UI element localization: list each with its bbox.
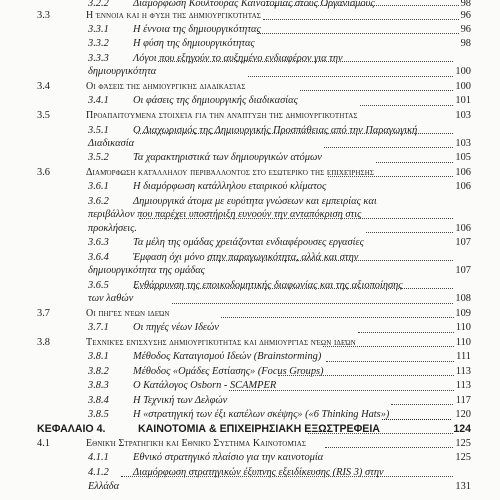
- toc-entry-title: Η έννοια και η φύση της δημιουργικότητας: [86, 10, 261, 21]
- dot-leader: [221, 316, 454, 318]
- toc-entry-number: 3.6.5: [88, 280, 109, 291]
- dot-leader: [325, 446, 453, 448]
- toc-page-number: 106: [455, 181, 471, 192]
- dot-leader: [263, 4, 459, 6]
- toc-entry-title: Οι πηγές νέων ιδεών: [86, 308, 170, 319]
- toc-page-number: 124: [453, 423, 471, 435]
- toc-entry-title: Η έννοια της δημιουργικότητας: [133, 24, 261, 35]
- toc-entry-title: ΚΑΙΝΟΤΟΜΙΑ & ΕΠΙΧΕΙΡΗΣΙΑΚΗ ΕΞΩΣΤΡΕΦΕΙΑ: [138, 423, 380, 435]
- toc-entry-number: 3.4: [37, 81, 50, 92]
- toc-page-number: 96: [460, 10, 471, 21]
- toc-entry-title: Οι φάσεις της δημιουργικής διαδικασίας: [86, 81, 246, 92]
- toc-page-number: 98: [460, 38, 471, 49]
- toc-page-number: 103: [455, 110, 471, 121]
- toc-page-number: 103: [455, 138, 471, 149]
- toc-entry-number: 3.4.1: [88, 95, 109, 106]
- dot-leader: [328, 175, 453, 177]
- toc-entry-title: Ο Διαχωρισμός της Δημιουργικής Προσπάθειας από την Παραγωγική: [133, 125, 418, 136]
- toc-page-number: 105: [455, 152, 471, 163]
- toc-page-number: 106: [455, 223, 471, 234]
- toc-entry-title: Οι φάσεις της δημιουργικής διαδικασίας: [133, 95, 298, 106]
- dot-leader: [263, 18, 459, 20]
- toc-entry-title: Ενθάρρυνση της εποικοδομητικής διαφωνίας και της αξιοποίησης: [133, 280, 403, 291]
- toc-entry-title: δημιουργικότητα της ομάδας: [88, 265, 205, 276]
- toc-page-number: 111: [456, 351, 471, 362]
- toc-entry-number: 4.1.2: [88, 467, 109, 478]
- toc-page-number: 108: [455, 293, 471, 304]
- toc-entry-title: Ο Κατάλογος Osborn - SCAMPER: [133, 380, 277, 391]
- toc-entry-number: 3.6.1: [88, 181, 109, 192]
- toc-entry-title: Η Τεχνική των Δελφών: [133, 395, 228, 406]
- toc-page-number: 106: [455, 167, 471, 178]
- toc-entry-title: Οι πηγές νέων Ιδεών: [133, 322, 219, 333]
- toc-page-number: 101: [455, 95, 471, 106]
- dot-leader: [360, 104, 453, 106]
- toc-page-number: 109: [455, 308, 471, 319]
- dot-leader: [257, 32, 459, 34]
- toc-entry-title: Δημιουργικά άτομα με ευρύτητα γνώσεων και εμπειρίας και: [133, 196, 377, 207]
- toc-page-number: 113: [455, 380, 471, 391]
- toc-entry-title: Εθνική Στρατηγική και Εθνικό Σύστημα Καινοτομίας: [86, 438, 307, 449]
- toc-entry-title: Η «στρατηγική των έξι καπέλων σκέψης» («6 Thinking Hats»): [133, 409, 390, 420]
- toc-entry-title: Η φύση της δημιουργικότητας: [133, 38, 255, 49]
- toc-entry-title: Έμφαση όχι μόνο στην παραγωγικότητα, αλλά και στην: [133, 252, 359, 263]
- toc-page-number: 125: [455, 438, 471, 449]
- toc-page-number: 107: [455, 265, 471, 276]
- dot-leader: [248, 75, 453, 77]
- dot-leader: [308, 432, 453, 434]
- dot-leader: [139, 217, 453, 219]
- toc-entry-title: Εθνικό στρατηγικό πλαίσιο για την καινοτομία: [133, 452, 324, 463]
- toc-entry-title: Η διαμόρφωση κατάλληλου εταιρικού κλίματος: [133, 181, 327, 192]
- toc-page-number: 96: [460, 24, 471, 35]
- toc-entry-number: 4.1.1: [88, 452, 109, 463]
- toc-entry-number: 3.5.1: [88, 125, 109, 136]
- dot-leader: [136, 132, 453, 134]
- dot-leader: [121, 475, 453, 477]
- toc-entry-number: 3.7: [37, 308, 50, 319]
- dot-leader: [300, 89, 453, 91]
- toc-entry-number: 3.6.3: [88, 237, 109, 248]
- toc-entry-title: Διαμόρφωση στρατηγικών έξυπνης εξειδίκευσης (RIS 3) στην: [133, 467, 384, 478]
- dot-leader: [366, 231, 453, 233]
- toc-page-number: 113: [455, 366, 471, 377]
- toc-entry-number: 3.2.2: [88, 0, 109, 9]
- toc-page-number: 110: [455, 322, 471, 333]
- toc-entry-number: 3.7.1: [88, 322, 109, 333]
- toc-entry-title: Τα μέλη της ομάδας χρειάζονται ενδιαφέρουσες εργασίες: [133, 237, 364, 248]
- toc-entry-number: 3.8: [37, 337, 50, 348]
- toc-entry-title: περιβάλλον που παρέχει υποστήριξη ευνοούν την ανταπόκριση στις: [88, 209, 362, 220]
- toc-entry-title: Τα χαρακτηριστικά των δημιουργικών ατόμων: [133, 152, 322, 163]
- toc-entry-number: 3.3.1: [88, 24, 109, 35]
- dot-leader: [326, 360, 454, 362]
- dot-leader: [207, 259, 453, 261]
- toc-entry-title: Λόγοι που εξηγούν το αυξημένο ενδιαφέρον για την: [133, 53, 343, 64]
- dot-leader: [382, 418, 451, 420]
- dot-leader: [323, 345, 454, 347]
- toc-entry-title: Μέθοδος «Ομάδες Εστίασης» (Focus Groups): [133, 366, 324, 377]
- toc-entry-number: 3.8.1: [88, 351, 109, 362]
- dot-leader: [358, 331, 454, 333]
- toc-entry-title: Διαμόρφωση Κουλτούρας Καινοτομίας στους Οργανισμούς: [133, 0, 375, 9]
- toc-page-number: 100: [455, 66, 471, 77]
- toc-page-number: 125: [455, 452, 471, 463]
- toc-entry-number: 3.5: [37, 110, 50, 121]
- dot-leader: [278, 374, 454, 376]
- toc-entry-number: 3.5.2: [88, 152, 109, 163]
- toc-entry-title: Μέθοδος Καταιγισμού Ιδεών (Brainstorming): [133, 351, 322, 362]
- toc-entry-title: Διαμόρφωση κατάλληλου περιβάλλοντος στο εσωτερικό της επιχείρησης: [86, 167, 375, 178]
- dot-leader: [391, 403, 453, 405]
- toc-page-number: 110: [455, 337, 471, 348]
- toc-page-number: 107: [455, 237, 471, 248]
- dot-leader: [229, 389, 454, 391]
- toc-entry-number: ΚΕΦΑΛΑΙΟ 4.: [37, 423, 106, 435]
- dot-leader: [172, 302, 453, 304]
- toc-entry-number: 3.6: [37, 167, 50, 178]
- toc-entry-number: 3.3: [37, 10, 50, 21]
- toc-entry-number: 3.8.3: [88, 380, 109, 391]
- toc-entry-number: 3.8.2: [88, 366, 109, 377]
- toc-entry-title: προκλήσεις.: [88, 223, 137, 234]
- toc-entry-title: Ελλάδα: [88, 481, 120, 492]
- dot-leader: [158, 60, 453, 62]
- toc-entry-number: 3.3.2: [88, 38, 109, 49]
- toc-page-number: 98: [460, 0, 471, 9]
- dot-leader: [376, 161, 453, 163]
- toc-entry-number: 3.6.4: [88, 252, 109, 263]
- toc-entry-title: Διαδικασία: [88, 138, 135, 149]
- toc-page-number: 100: [455, 81, 471, 92]
- toc-entry-title: Τεχνικές ενίσχυσης δημιουργικότητας και δημιουργίας νέων ιδεών: [86, 337, 356, 348]
- toc-entry-title: δημιουργικότητα: [88, 66, 157, 77]
- toc-entry-title: Προαπαιτούμενα στοιχεία για την ανάπτυξη της δημιουργικότητας: [86, 110, 358, 121]
- toc-entry-number: 3.8.4: [88, 395, 109, 406]
- toc-entry-number: 3.8.5: [88, 409, 109, 420]
- dot-leader: [135, 287, 453, 289]
- toc-entry-number: 4.1: [37, 438, 50, 449]
- toc-page-number: 131: [455, 481, 471, 492]
- toc-page-number: 120: [455, 409, 471, 420]
- toc-entry-number: 3.6.2: [88, 196, 109, 207]
- toc-entry-number: 3.3.3: [88, 53, 109, 64]
- toc-page-number: 117: [455, 395, 471, 406]
- toc-entry-title: των λαθών: [88, 293, 134, 304]
- dot-leader: [324, 146, 453, 148]
